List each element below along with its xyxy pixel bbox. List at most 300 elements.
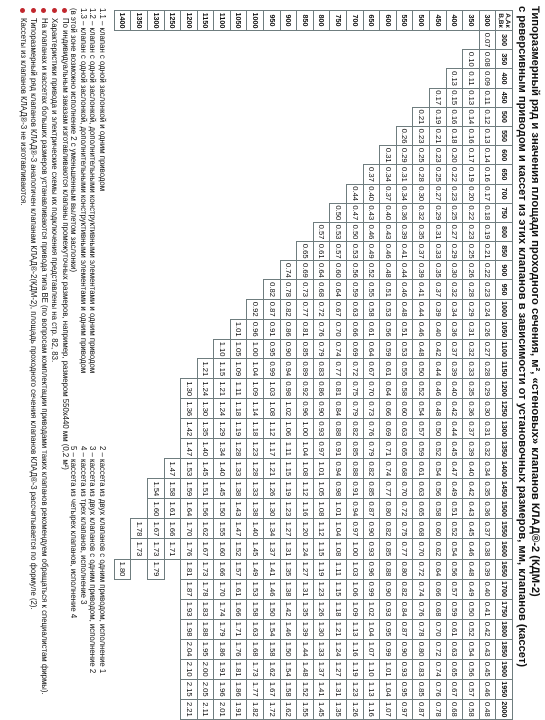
empty-cell <box>147 699 164 719</box>
empty-cell <box>164 280 181 299</box>
empty-cell <box>297 31 314 50</box>
empty-cell <box>380 88 397 107</box>
empty-cell <box>114 203 131 222</box>
area-cell: 1.19 <box>347 659 364 679</box>
area-cell: 1.62 <box>280 699 297 719</box>
empty-cell <box>247 261 264 280</box>
area-cell: 0.63 <box>347 299 364 319</box>
empty-cell <box>147 222 164 241</box>
empty-cell <box>430 69 447 88</box>
area-cell: 1.48 <box>297 659 314 679</box>
empty-cell <box>114 359 131 379</box>
area-cell: 1.73 <box>147 539 164 559</box>
area-cell: 0.80 <box>413 639 430 659</box>
area-cell: 1.58 <box>247 599 264 619</box>
area-cell: 1.86 <box>214 639 231 659</box>
empty-cell <box>147 126 164 145</box>
area-cell: 0.60 <box>396 399 413 419</box>
empty-cell <box>396 107 413 126</box>
area-cell: 0.54 <box>430 459 447 479</box>
area-cell: 1.54 <box>280 659 297 679</box>
empty-cell <box>214 107 231 126</box>
empty-cell <box>380 126 397 145</box>
area-cell: 0.74 <box>430 659 447 679</box>
area-cell: 0.99 <box>363 579 380 599</box>
empty-cell <box>380 31 397 50</box>
area-cell: 1.27 <box>280 519 297 539</box>
area-cell: 0.78 <box>430 699 447 719</box>
area-cell: 0.39 <box>430 299 447 319</box>
empty-cell <box>197 126 214 145</box>
area-cell: 0.74 <box>280 261 297 280</box>
area-cell: 1.41 <box>264 559 281 579</box>
empty-cell <box>197 31 214 50</box>
empty-cell <box>197 69 214 88</box>
area-cell: 1.02 <box>280 399 297 419</box>
area-cell: 1.95 <box>197 639 214 659</box>
area-cell: 0.43 <box>380 222 397 241</box>
area-cell: 0.77 <box>396 539 413 559</box>
empty-cell <box>114 107 131 126</box>
empty-cell <box>164 50 181 69</box>
area-cell: 1.11 <box>330 559 347 579</box>
area-cell: 0.45 <box>479 659 496 679</box>
row-header: 650 <box>363 11 380 31</box>
area-cell: 0.27 <box>479 339 496 359</box>
area-cell: 1.26 <box>347 699 364 719</box>
column-header: 550 <box>496 126 513 145</box>
area-cell: 0.99 <box>264 359 281 379</box>
area-cell: 0.37 <box>463 419 480 439</box>
area-cell: 1.96 <box>214 679 231 699</box>
empty-cell <box>131 184 148 203</box>
area-cell: 0.45 <box>463 519 480 539</box>
area-cell: 1.20 <box>297 519 314 539</box>
area-cell: 2.15 <box>181 679 198 699</box>
empty-cell <box>131 319 148 339</box>
empty-cell <box>264 107 281 126</box>
area-cell: 0.16 <box>463 126 480 145</box>
empty-cell <box>313 31 330 50</box>
area-cell: 0.42 <box>446 399 463 419</box>
area-cell: 1.77 <box>247 679 264 699</box>
area-cell: 0.64 <box>380 379 397 399</box>
empty-cell <box>164 339 181 359</box>
column-header: 1450 <box>496 479 513 499</box>
area-cell: 1.67 <box>197 539 214 559</box>
empty-cell <box>214 242 231 261</box>
area-cell: 0.40 <box>430 319 447 339</box>
area-cell: 1.45 <box>214 479 231 499</box>
empty-cell <box>197 50 214 69</box>
empty-cell <box>131 339 148 359</box>
area-cell: 0.91 <box>264 319 281 339</box>
table-row <box>347 11 364 720</box>
empty-cell <box>164 599 181 619</box>
area-cell: 1.39 <box>297 619 314 639</box>
area-cell: 0.82 <box>264 280 281 299</box>
area-cell: 0.71 <box>380 439 397 459</box>
area-cell: 0.64 <box>313 261 330 280</box>
empty-cell <box>131 399 148 419</box>
area-cell: 0.70 <box>413 539 430 559</box>
empty-cell <box>230 242 247 261</box>
empty-cell <box>147 419 164 439</box>
empty-cell <box>347 126 364 145</box>
area-cell: 0.32 <box>463 339 480 359</box>
area-cell: 0.34 <box>380 165 397 184</box>
note-list <box>18 8 70 713</box>
area-cell: 0.78 <box>413 619 430 639</box>
area-cell: 0.68 <box>446 699 463 719</box>
area-cell: 0.61 <box>446 619 463 639</box>
area-cell: 0.29 <box>479 379 496 399</box>
area-cell: 1.80 <box>114 559 131 579</box>
area-cell: 0.74 <box>330 339 347 359</box>
empty-cell <box>147 69 164 88</box>
empty-cell <box>347 50 364 69</box>
empty-cell <box>131 619 148 639</box>
area-cell: 1.02 <box>363 599 380 619</box>
empty-cell <box>181 69 198 88</box>
empty-cell <box>147 299 164 319</box>
empty-cell <box>147 659 164 679</box>
legend-item: 1.2 – клапан с одной заслонкой, дополнительными конструктивными элементами и одним приводом <box>88 8 98 374</box>
area-cell: 0.73 <box>297 280 314 299</box>
empty-cell <box>164 146 181 165</box>
area-cell: 0.85 <box>380 539 397 559</box>
empty-cell <box>181 31 198 50</box>
area-cell: 0.97 <box>347 519 364 539</box>
column-header: 1150 <box>496 359 513 379</box>
empty-cell <box>446 50 463 69</box>
area-cell: 0.64 <box>363 339 380 359</box>
area-cell: 0.23 <box>413 126 430 145</box>
area-cell: 2.00 <box>197 659 214 679</box>
area-cell: 0.61 <box>363 319 380 339</box>
empty-cell <box>147 379 164 399</box>
empty-cell <box>181 299 198 319</box>
area-cell: 0.41 <box>396 242 413 261</box>
area-cell: 0.65 <box>413 499 430 519</box>
area-cell: 0.93 <box>363 539 380 559</box>
area-cell: 0.37 <box>413 242 430 261</box>
area-cell: 1.14 <box>247 399 264 419</box>
table-row <box>264 11 281 720</box>
area-cell: 0.91 <box>330 439 347 459</box>
area-cell: 0.85 <box>347 439 364 459</box>
area-cell: 1.54 <box>264 619 281 639</box>
empty-cell <box>131 242 148 261</box>
column-header: 600 <box>496 146 513 165</box>
row-header: 500 <box>413 11 430 31</box>
area-cell: 0.95 <box>264 339 281 359</box>
empty-cell <box>131 126 148 145</box>
column-header: 750 <box>496 203 513 222</box>
area-cell: 0.99 <box>380 639 397 659</box>
table-row <box>396 11 413 720</box>
area-cell: 0.26 <box>479 319 496 339</box>
area-cell: 0.72 <box>413 559 430 579</box>
area-cell: 0.54 <box>413 399 430 419</box>
area-cell: 0.65 <box>297 242 314 261</box>
area-cell: 1.23 <box>313 579 330 599</box>
area-cell: 1.21 <box>330 619 347 639</box>
empty-cell <box>330 184 347 203</box>
area-cell: 1.71 <box>230 619 247 639</box>
empty-cell <box>114 126 131 145</box>
area-cell: 1.79 <box>214 619 231 639</box>
area-cell: 0.53 <box>396 339 413 359</box>
row-header: 850 <box>297 11 314 31</box>
area-cell: 1.19 <box>230 419 247 439</box>
corner-label-top: А,Ак <box>504 13 512 28</box>
empty-cell <box>114 539 131 559</box>
empty-cell <box>264 31 281 50</box>
empty-cell <box>164 419 181 439</box>
area-cell: 1.03 <box>264 379 281 399</box>
legend-item: 4 – кассета из трех клапанов, исполнение 3 <box>78 446 88 605</box>
area-cell: 1.19 <box>280 479 297 499</box>
empty-cell <box>280 69 297 88</box>
area-cell: 0.61 <box>313 242 330 261</box>
area-cell: 0.20 <box>446 146 463 165</box>
empty-cell <box>347 146 364 165</box>
area-cell: 0.23 <box>479 280 496 299</box>
empty-cell <box>413 31 430 50</box>
empty-cell <box>147 639 164 659</box>
area-cell: 0.95 <box>380 619 397 639</box>
area-cell: 0.39 <box>413 261 430 280</box>
empty-cell <box>131 88 148 107</box>
area-cell: 0.90 <box>380 579 397 599</box>
area-cell: 1.09 <box>347 599 364 619</box>
empty-cell <box>230 126 247 145</box>
empty-cell <box>131 559 148 579</box>
area-cell: 1.91 <box>230 699 247 719</box>
empty-cell <box>147 146 164 165</box>
area-cell: 1.50 <box>264 599 281 619</box>
area-cell: 0.07 <box>479 31 496 50</box>
area-cell: 0.25 <box>446 203 463 222</box>
area-cell: 1.45 <box>247 539 264 559</box>
empty-cell <box>280 222 297 241</box>
area-cell: 1.57 <box>230 559 247 579</box>
empty-cell <box>230 280 247 299</box>
empty-cell <box>164 69 181 88</box>
area-cell: 0.58 <box>363 299 380 319</box>
empty-cell <box>313 146 330 165</box>
empty-cell <box>164 659 181 679</box>
size-area-table <box>114 10 513 720</box>
empty-cell <box>197 146 214 165</box>
area-cell: 1.08 <box>313 499 330 519</box>
area-cell: 0.34 <box>446 299 463 319</box>
area-cell: 0.96 <box>363 559 380 579</box>
empty-cell <box>131 222 148 241</box>
area-cell: 0.91 <box>347 479 364 499</box>
column-header: 850 <box>496 242 513 261</box>
area-cell: 0.44 <box>347 184 364 203</box>
area-cell: 1.24 <box>214 399 231 419</box>
area-cell: 0.11 <box>463 69 480 88</box>
empty-cell <box>131 439 148 459</box>
area-cell: 0.46 <box>363 222 380 241</box>
column-header: 1950 <box>496 679 513 699</box>
area-cell: 0.37 <box>430 280 447 299</box>
empty-cell <box>214 261 231 280</box>
area-cell: 0.87 <box>363 499 380 519</box>
area-cell: 2.01 <box>214 699 231 719</box>
area-cell: 0.35 <box>463 379 480 399</box>
empty-cell <box>147 50 164 69</box>
area-cell: 1.30 <box>181 379 198 399</box>
area-cell: 0.82 <box>363 459 380 479</box>
area-cell: 0.56 <box>380 319 397 339</box>
area-cell: 0.17 <box>479 184 496 203</box>
area-cell: 1.73 <box>247 659 264 679</box>
area-cell: 0.21 <box>413 107 430 126</box>
empty-cell <box>131 69 148 88</box>
area-cell: 1.00 <box>247 339 264 359</box>
area-cell: 1.09 <box>230 359 247 379</box>
column-header: 1300 <box>496 419 513 439</box>
area-cell: 1.83 <box>197 599 214 619</box>
area-cell: 1.67 <box>147 519 164 539</box>
area-cell: 1.55 <box>297 699 314 719</box>
area-cell: 0.67 <box>363 359 380 379</box>
area-cell: 0.42 <box>463 479 480 499</box>
area-cell: 0.64 <box>330 280 347 299</box>
empty-cell <box>164 579 181 599</box>
area-cell: 0.26 <box>396 126 413 145</box>
area-cell: 0.60 <box>430 519 447 539</box>
empty-cell <box>114 31 131 50</box>
empty-cell <box>363 50 380 69</box>
area-cell: 1.62 <box>197 519 214 539</box>
table-row <box>297 11 314 720</box>
area-cell: 0.52 <box>413 379 430 399</box>
empty-cell <box>197 261 214 280</box>
empty-cell <box>197 107 214 126</box>
empty-cell <box>114 679 131 699</box>
area-cell: 0.80 <box>380 499 397 519</box>
empty-cell <box>114 659 131 679</box>
empty-cell <box>264 50 281 69</box>
area-cell: 1.56 <box>197 499 214 519</box>
empty-cell <box>164 222 181 241</box>
area-cell: 1.35 <box>280 559 297 579</box>
column-header: 700 <box>496 184 513 203</box>
row-header: 1300 <box>147 11 164 31</box>
empty-cell <box>147 31 164 50</box>
empty-cell <box>280 31 297 50</box>
empty-cell <box>147 359 164 379</box>
area-cell: 1.38 <box>230 479 247 499</box>
empty-cell <box>147 319 164 339</box>
area-cell: 1.60 <box>147 499 164 519</box>
header-row <box>496 11 513 720</box>
area-cell: 0.52 <box>430 439 447 459</box>
area-cell: 0.40 <box>363 184 380 203</box>
empty-cell <box>181 88 198 107</box>
bullet-icon <box>52 8 57 13</box>
empty-cell <box>413 69 430 88</box>
area-cell: 0.25 <box>463 242 480 261</box>
area-cell: 0.23 <box>430 146 447 165</box>
area-cell: 0.98 <box>330 479 347 499</box>
legend-item: 5 – кассета из четырех клапанов, исполнение 4 <box>69 446 79 619</box>
area-cell: 1.35 <box>330 699 347 719</box>
area-cell: 0.89 <box>297 359 314 379</box>
area-cell: 0.47 <box>347 203 364 222</box>
empty-cell <box>181 222 198 241</box>
area-cell: 1.47 <box>181 439 198 459</box>
empty-cell <box>131 107 148 126</box>
empty-cell <box>297 50 314 69</box>
empty-cell <box>197 299 214 319</box>
area-cell: 1.58 <box>280 679 297 699</box>
area-cell: 1.07 <box>380 699 397 719</box>
empty-cell <box>230 165 247 184</box>
area-cell: 2.05 <box>197 679 214 699</box>
area-cell: 0.35 <box>479 479 496 499</box>
empty-cell <box>147 619 164 639</box>
empty-cell <box>280 184 297 203</box>
area-cell: 0.59 <box>380 339 397 359</box>
area-cell: 0.31 <box>479 419 496 439</box>
area-cell: 0.46 <box>430 379 447 399</box>
empty-cell <box>181 261 198 280</box>
empty-cell <box>280 146 297 165</box>
area-cell: 0.48 <box>396 299 413 319</box>
area-cell: 0.37 <box>380 184 397 203</box>
area-cell: 0.48 <box>479 699 496 719</box>
area-cell: 0.32 <box>413 203 430 222</box>
area-cell: 0.78 <box>280 280 297 299</box>
empty-cell <box>280 203 297 222</box>
area-cell: 1.05 <box>313 479 330 499</box>
table-row <box>114 11 131 720</box>
empty-cell <box>280 50 297 69</box>
area-cell: 0.75 <box>347 379 364 399</box>
empty-cell <box>114 184 131 203</box>
empty-cell <box>147 599 164 619</box>
area-cell: 0.19 <box>463 165 480 184</box>
area-cell: 1.26 <box>313 599 330 619</box>
area-cell: 1.27 <box>297 559 314 579</box>
column-header: 1650 <box>496 559 513 579</box>
area-cell: 0.35 <box>430 261 447 280</box>
empty-cell <box>131 639 148 659</box>
empty-cell <box>247 280 264 299</box>
empty-cell <box>214 69 231 88</box>
column-header: 300 <box>496 31 513 50</box>
empty-cell <box>181 126 198 145</box>
area-cell: 1.60 <box>214 539 231 559</box>
area-cell: 1.62 <box>264 659 281 679</box>
area-cell: 0.56 <box>446 559 463 579</box>
empty-cell <box>114 88 131 107</box>
area-cell: 0.85 <box>297 339 314 359</box>
area-cell: 1.74 <box>214 599 231 619</box>
area-cell: 0.26 <box>463 261 480 280</box>
area-cell: 1.31 <box>280 539 297 559</box>
empty-cell <box>230 261 247 280</box>
row-header: 1350 <box>131 11 148 31</box>
area-cell: 0.63 <box>446 639 463 659</box>
empty-cell <box>131 203 148 222</box>
